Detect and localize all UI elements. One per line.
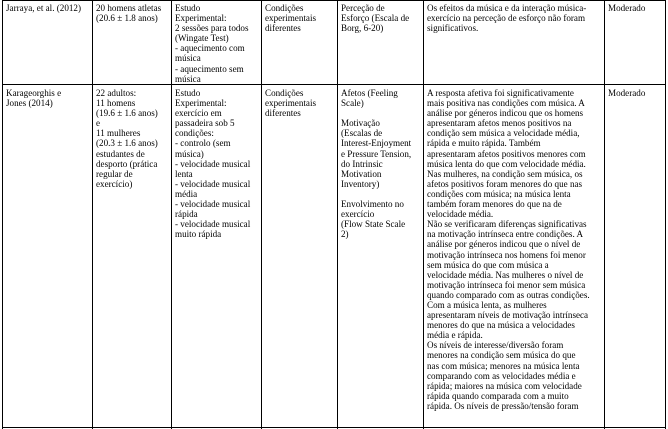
control-cell: Condições experimentais diferentes [265,3,317,34]
table-rule [2,84,666,85]
quality-cell: Moderado [608,88,646,98]
table-rule [92,0,93,429]
participants-cell: 20 homens atletas (20.6 ± 1.8 anos) [96,3,162,24]
results-cell: Os efeitos da música e da interação música- exercício na perceção de esforço não foram significativos. [427,3,587,34]
table-rule [337,0,338,429]
table-rule [2,0,666,1]
table-rule [2,0,3,429]
table-rule [665,0,666,429]
design-cell: Estudo Experimental: exercício em passadeira sob 5 condições: - controlo (sem música) - velocidade musical lenta - velocidade musical média - velocidade musical rápida - velocidade musical muito rápida [175,88,251,240]
measures-cell: Perceção de Esforço (Escala de Borg, 6-20) [341,3,410,34]
participants-cell: 22 adultos: 11 homens (19.6 ± 1.6 anos) e 11 mulheres (20.3 ± 1.6 anos) estudantes de desporto (prática regular de exercício) [96,88,158,189]
design-cell: Estudo Experimental: 2 sessões para todos (Wingate Test) - aquecimento com música - aquecimento sem música [175,3,249,84]
table-rule [2,427,666,428]
table-rule [171,0,172,429]
table-rule [261,0,262,429]
review-table [2,0,666,429]
table-rule [604,0,605,429]
results-cell: A resposta afetiva foi significativamente mais positiva nas condições com música. A análise por géneros indicou que os homens apresentaram afetos menos positivos na condição sem música a velocidade média, rápida e muito rápida. Também apresentaram afetos positivos menores com música lenta do que com velocidade média. Nas mulheres, na condição sem música, os afetos positivos foram menores do que nas condições com música; na música lenta também foram menores do que na de velocidade média. Não se verificaram diferenças significativas na motivação intrínseca entre condições. A análise por géneros indicou que o nível de motivação intrínseca nos homens foi menor sem música do que com música a velocidade média. Nas mulheres o nível de motivação intrínseca foi menor sem música quando comparado com as outras condições. Com a música lenta, as mulheres apresentaram níveis de motivação intrínseca menores do que na música a velocidades média e rápida. Os níveis de interesse/diversão foram menores na condição sem música do que nas com música; menores na música lenta comparando com as velocidades média e rápida; maiores na música com velocidade rápida quando comparada com a muito rápida. Os níveis de pressão/tensão foram [427,88,590,411]
author-cell: Karageorghis e Jones (2014) [6,88,62,109]
quality-cell: Moderado [608,3,646,13]
measures-cell: Afetos (Feeling Scale) Motivação (Escalas de Interest-Enjoyment e Pressure Tension, do Intrinsic Motivation Inventory) Envolvimento no exercício (Flow State Scale 2) [341,88,412,240]
table-rule [423,0,424,429]
author-cell: Jarraya, et al. (2012) [6,3,81,13]
control-cell: Condições experimentais diferentes [265,88,317,119]
